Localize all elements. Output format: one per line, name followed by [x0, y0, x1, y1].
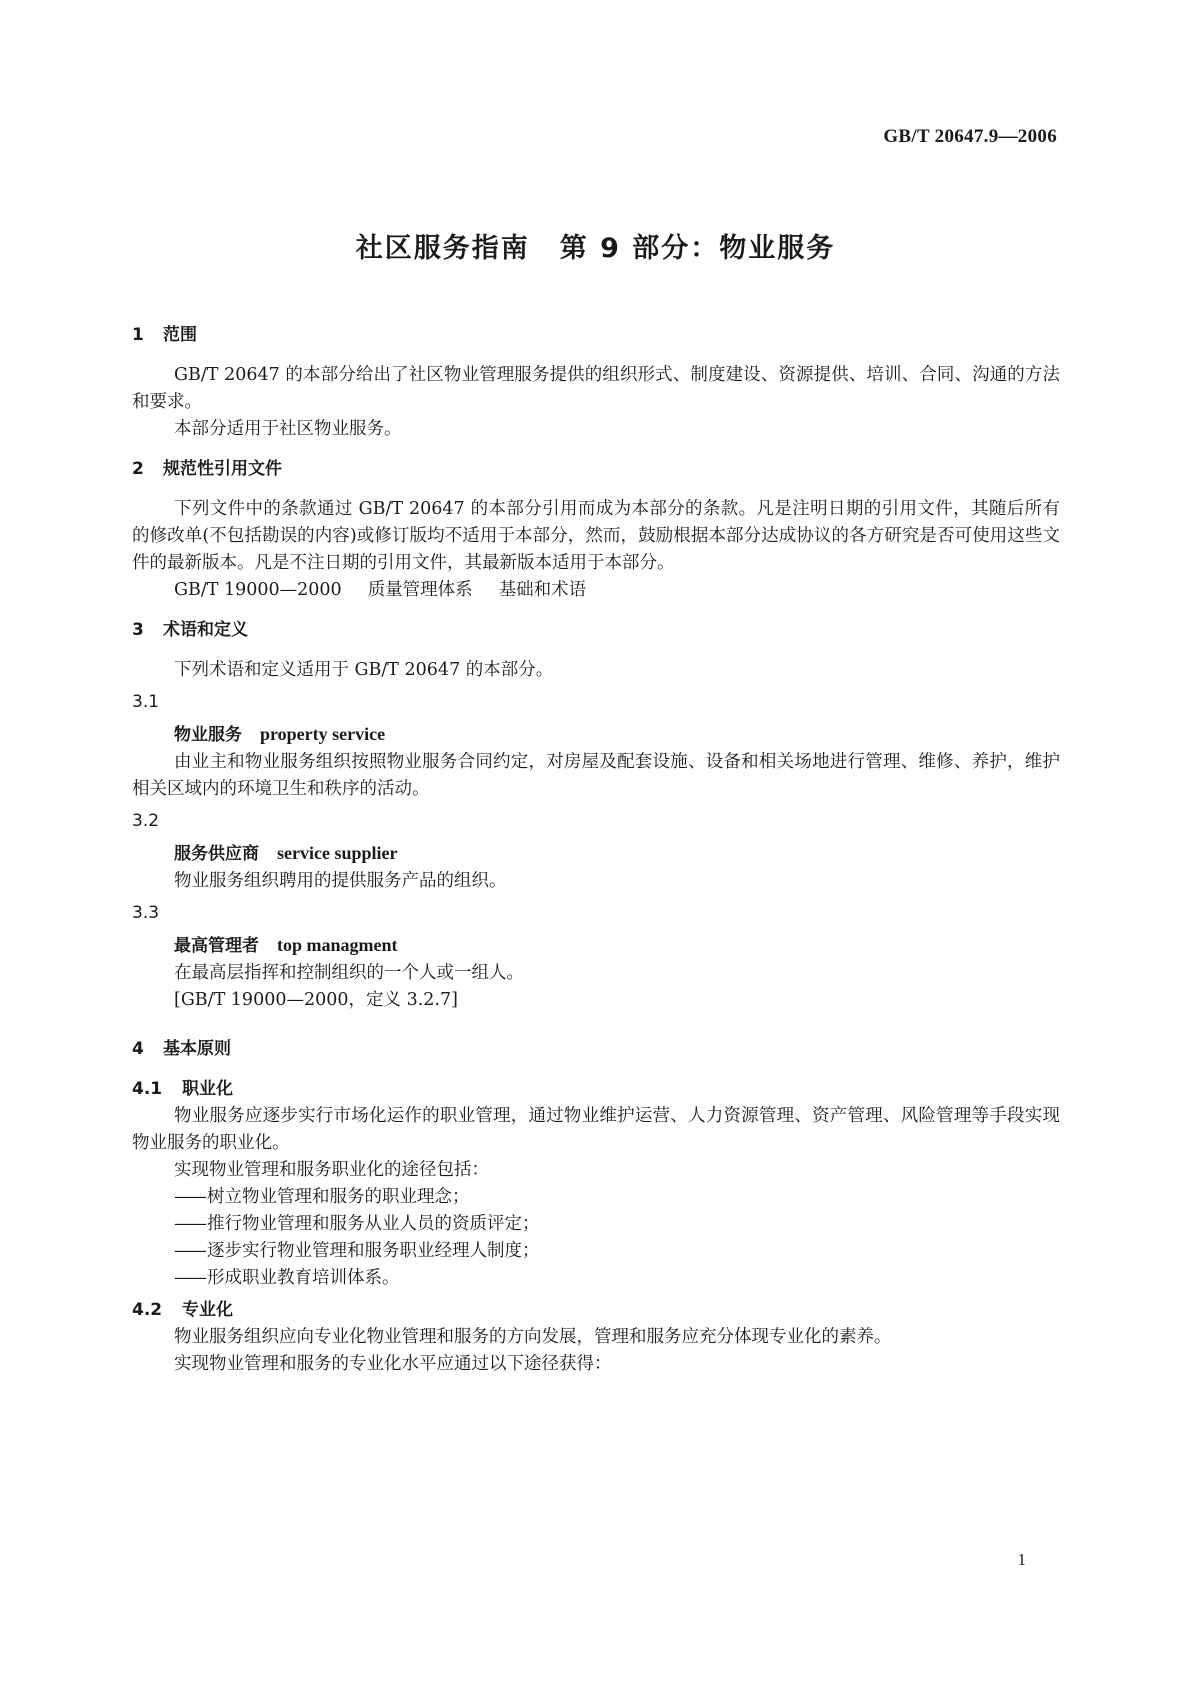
list-item: —— 形成职业教育培训体系。: [132, 1265, 1060, 1292]
term-number: 3.3: [132, 903, 160, 923]
document-title: [0, 226, 1191, 265]
section-heading-2: 2 规范性引用文件: [132, 459, 282, 479]
term-number: 3.1: [132, 692, 160, 712]
term-definition: 由业主和物业服务组织按照物业服务合同约定，对房屋及配套设施、设备和相关场地进行管理、维修、养护，维护相关区域内的环境卫生和秩序的活动。: [132, 752, 1060, 799]
term-entry: 最高管理者 top managment: [174, 935, 398, 956]
section-heading-4: 4 基本原则: [132, 1039, 231, 1059]
term-definition: 在最高层指挥和控制组织的一个人或一组人。: [174, 963, 524, 983]
paragraph: GB/T 20647 的本部分给出了社区物业管理服务提供的组织形式、制度建设、资源提供、培训、合同、沟通的方法和要求。: [132, 365, 1060, 412]
paragraph: 本部分适用于社区物业服务。: [174, 419, 402, 439]
paragraph: 下列术语和定义适用于 GB/T 20647 的本部分。: [174, 660, 554, 680]
section-heading-3: 3 术语和定义: [132, 620, 248, 640]
clause-heading-4-2: 4.2 专业化: [132, 1300, 233, 1320]
list-item: —— 树立物业管理和服务的职业理念；: [132, 1184, 1060, 1211]
title-part: 第 9 部分：物业服务: [559, 233, 836, 264]
document-body: [132, 322, 1060, 1378]
term-definition: 物业服务组织聘用的提供服务产品的组织。: [174, 871, 507, 891]
term-source: [GB/T 19000—2000，定义 3.2.7]: [174, 990, 458, 1010]
paragraph: 物业服务组织应向专业化物业管理和服务的方向发展，管理和服务应充分体现专业化的素养。: [174, 1327, 892, 1347]
paragraph: 下列文件中的条款通过 GB/T 20647 的本部分引用而成为本部分的条款。凡是注明日期的引用文件，其随后所有的修改单(不包括勘误的内容)或修订版均不适用于本部分，然而，鼓励根据本部分达成协议的各方研究是否可使用这些文件的最新版本。凡是不注日期的引用文件，其最新版本适用于本部分。: [132, 499, 1060, 573]
term-entry: 物业服务 property service: [174, 724, 386, 745]
section-heading-1: 1 范围: [132, 325, 197, 345]
title-main: 社区服务指南: [355, 233, 530, 264]
term-number: 3.2: [132, 811, 160, 831]
normative-reference: GB/T 19000—2000 质量管理体系 基础和术语: [174, 580, 587, 600]
paragraph: 物业服务应逐步实行市场化运作的职业管理，通过物业维护运营、人力资源管理、资产管理、风险管理等手段实现物业服务的职业化。: [132, 1106, 1060, 1153]
paragraph: 实现物业管理和服务职业化的途径包括：: [174, 1160, 489, 1180]
list-item: —— 逐步实行物业管理和服务职业经理人制度；: [132, 1238, 1060, 1265]
standard-code: GB/T 20647.9—2006: [883, 126, 1057, 147]
paragraph: 实现物业管理和服务的专业化水平应通过以下途径获得：: [174, 1354, 612, 1374]
clause-heading-4-1: 4.1 职业化: [132, 1079, 233, 1099]
page-number: 1: [1017, 1550, 1026, 1569]
term-entry: 服务供应商 service supplier: [174, 843, 398, 864]
list-item: —— 推行物业管理和服务从业人员的资质评定；: [132, 1211, 1060, 1238]
